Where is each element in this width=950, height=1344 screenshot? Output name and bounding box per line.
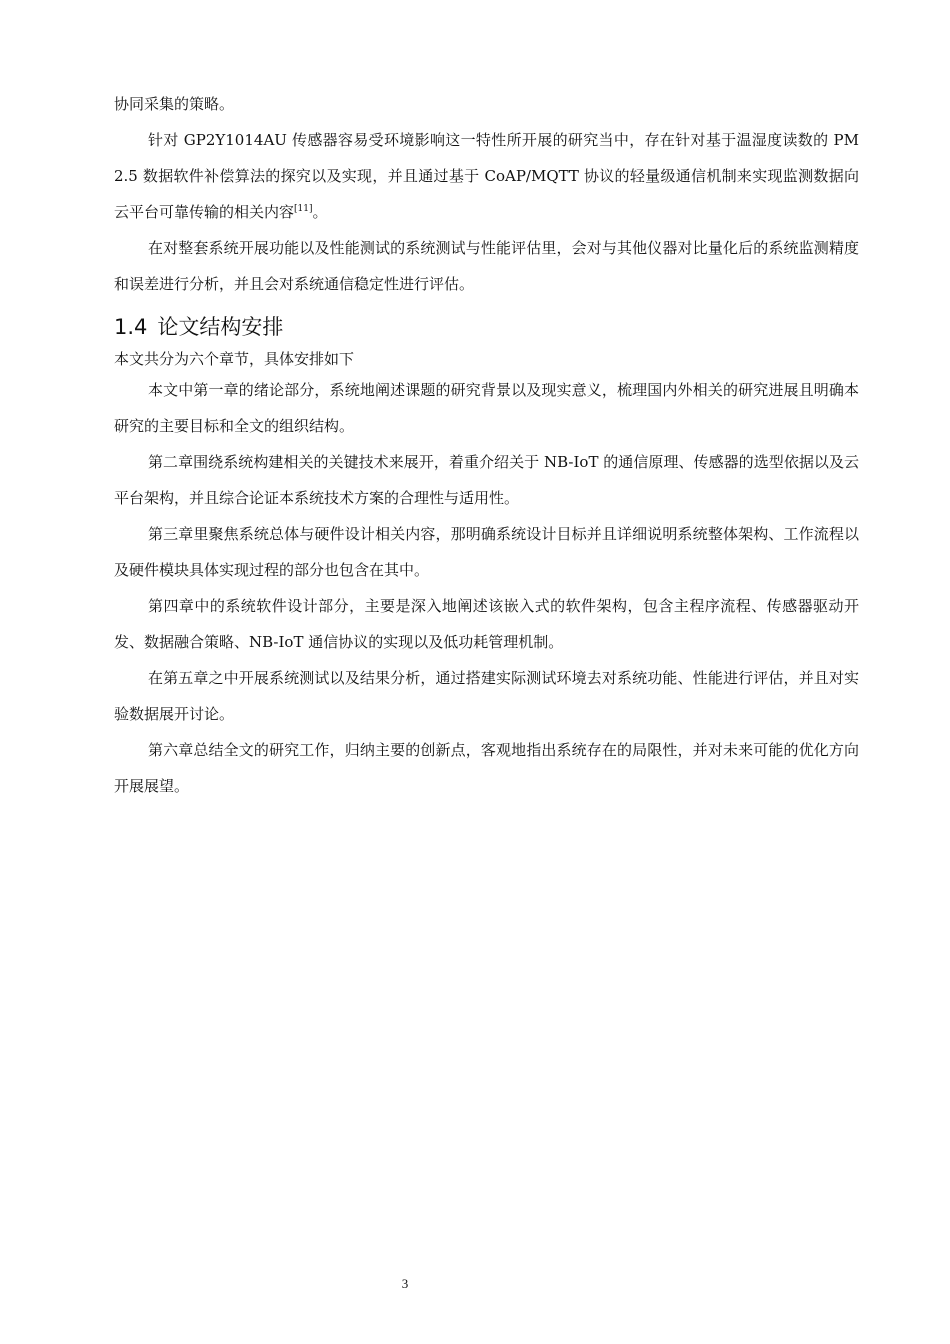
section-heading (114, 312, 859, 342)
section-title: 论文结构安排 (157, 315, 284, 339)
chapter-paragraph-4: 第四章中的系统软件设计部分，主要是深入地阐述该嵌入式的软件架构，包含主程序流程、传感器驱动开发、数据融合策略、NB-IoT 通信协议的实现以及低功耗管理机制。 (114, 597, 859, 651)
paragraph-system-testing: 在对整套系统开展功能以及性能测试的系统测试与性能评估里，会对与其他仪器对比量化后的系统监测精度和误差进行分析，并且会对系统通信稳定性进行评估。 (114, 239, 859, 293)
paragraph-continuation: 协同采集的策略。 (114, 95, 235, 113)
paragraph-sensor-research-tail: 。 (312, 203, 328, 221)
chapter-paragraph-3: 第三章里聚焦系统总体与硬件设计相关内容，那明确系统设计目标并且详细说明系统整体架构、工作流程以及硬件模块具体实现过程的部分也包含在其中。 (114, 525, 859, 579)
section-number: 1.4 (114, 315, 148, 339)
paragraph-sensor-research (114, 122, 859, 230)
chapter-paragraph-6: 第六章总结全文的研究工作，归纳主要的创新点，客观地指出系统存在的局限性，并对未来可能的优化方向开展展望。 (114, 741, 859, 795)
chapter-paragraph-5: 在第五章之中开展系统测试以及结果分析，通过搭建实际测试环境去对系统功能、性能进行评估，并且对实验数据展开讨论。 (114, 669, 859, 723)
paragraph-sensor-research-text: 针对 GP2Y1014AU 传感器容易受环境影响这一特性所开展的研究当中，存在针对基于温湿度读数的 PM2.5 数据软件补偿算法的探究以及实现，并且通过基于 CoAP/MQTT 协议的轻量级通信机制来实现监测数据向云平台可靠传输的相关内容 (114, 131, 859, 221)
section-intro: 本文共分为六个章节，具体安排如下 (114, 350, 355, 368)
citation-reference: [11] (294, 204, 313, 214)
page-content (114, 86, 859, 804)
chapter-paragraph-2: 第二章围绕系统构建相关的关键技术来展开，着重介绍关于 NB-IoT 的通信原理、传感器的选型依据以及云平台架构，并且综合论证本系统技术方案的合理性与适用性。 (114, 453, 859, 507)
page-number: 3 (401, 1276, 409, 1291)
chapter-paragraph-1: 本文中第一章的绪论部分，系统地阐述课题的研究背景以及现实意义，梳理国内外相关的研究进展且明确本研究的主要目标和全文的组织结构。 (114, 381, 859, 435)
